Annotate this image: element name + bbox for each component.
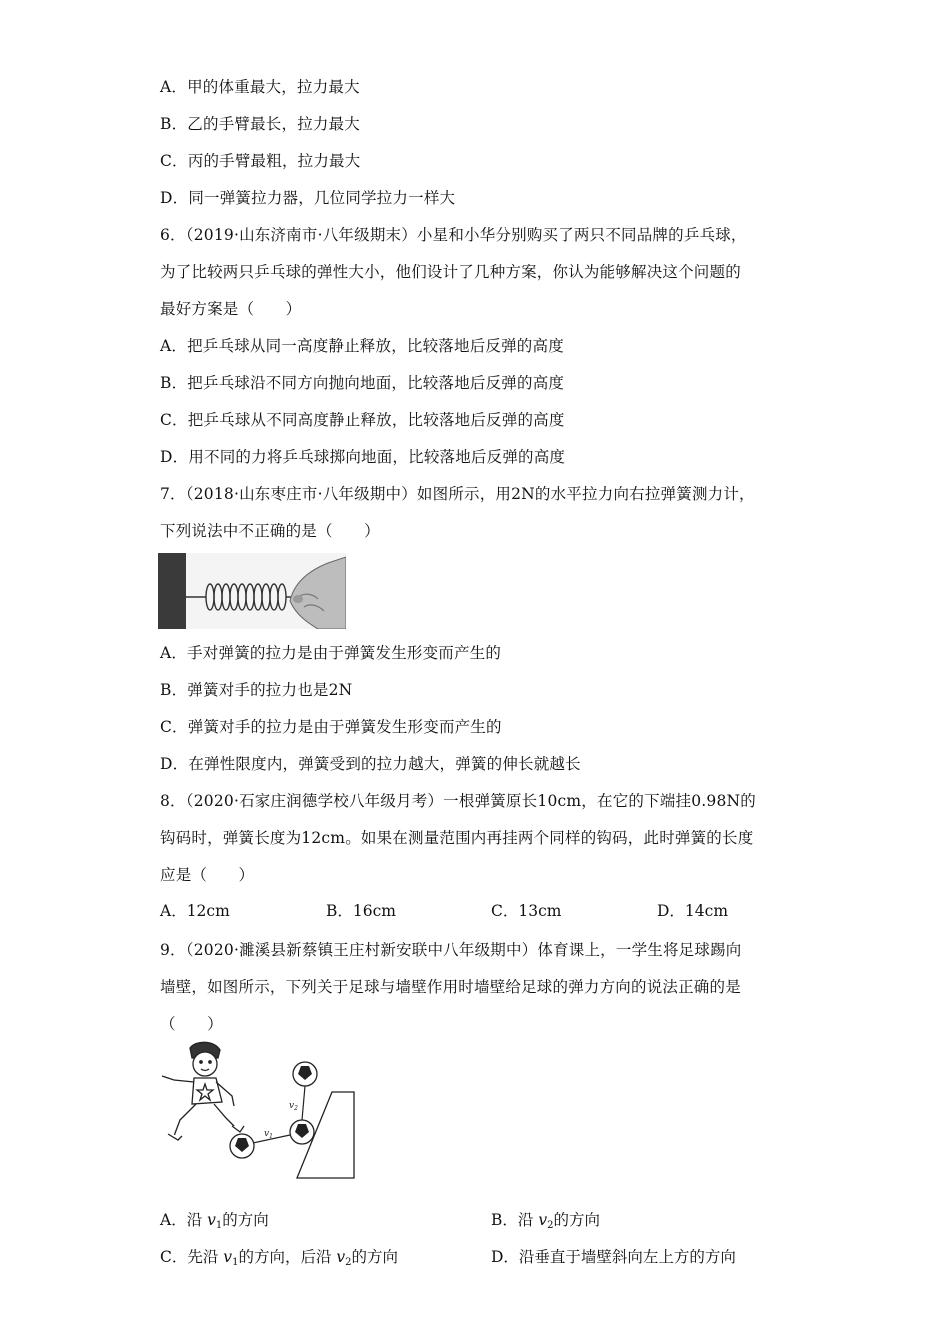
q8-option-c: C．13cm (491, 902, 562, 920)
q6-option-b: B．把乒乓球沿不同方向抛向地面，比较落地后反弹的高度 (160, 374, 565, 392)
q7-option-a: A．手对弹簧的拉力是由于弹簧发生形变而产生的 (160, 644, 502, 662)
q9-option-b (491, 1210, 600, 1236)
q9-option-c-sub2: 2 (345, 1257, 352, 1268)
q9-stem-line2: 墙壁，如图所示，下列关于足球与墙壁作用时墙壁给足球的弹力方向的说法正确的是 (160, 978, 741, 996)
q6-option-c: C．把乒乓球从不同高度静止释放，比较落地后反弹的高度 (160, 411, 565, 429)
q6-option-d: D．用不同的力将乒乓球掷向地面，比较落地后反弹的高度 (160, 448, 566, 466)
q8-stem-line3: 应是（ ） (160, 866, 255, 884)
q9-stem-line3: （ ） (160, 1015, 223, 1033)
football-at-wall (290, 1120, 314, 1144)
q9-option-b-sub: 2 (547, 1220, 554, 1231)
q9-option-c-sub1: 1 (232, 1257, 239, 1268)
football-wall-figure (156, 1040, 362, 1182)
q9-option-c (160, 1247, 398, 1273)
q9-option-b-prefix: B．沿 (491, 1211, 539, 1229)
wall-block (158, 553, 186, 629)
v1-label: $v_1$ (264, 1129, 273, 1140)
spring-hand-figure (158, 553, 346, 629)
q8-option-a: A．12cm (160, 902, 230, 920)
q8-option-d: D．14cm (657, 902, 729, 920)
v2-path-line (302, 1086, 305, 1120)
q9-option-c-middle: 的方向，后沿 (238, 1248, 337, 1266)
q9-option-a-var: v (207, 1211, 216, 1229)
q9-option-a (160, 1210, 269, 1236)
q9-option-c-suffix: 的方向 (351, 1248, 399, 1266)
q7-stem-line2: 下列说法中不正确的是（ ） (160, 522, 380, 540)
q5-option-c: C．丙的手臂最粗，拉力最大 (160, 152, 361, 170)
q5-option-a: A．甲的体重最大，拉力最大 (160, 78, 360, 96)
q7-stem-line1: 7．（2018·山东枣庄市·八年级期中）如图所示，用2N的水平拉力向右拉弹簧测力计， (160, 485, 755, 503)
q6-stem-line3: 最好方案是（ ） (160, 300, 302, 318)
q9-option-c-prefix: C．先沿 (160, 1248, 224, 1266)
q7-option-c: C．弹簧对手的拉力是由于弹簧发生形变而产生的 (160, 718, 502, 736)
q8-stem-line2: 钩码时，弹簧长度为12cm。如果在测量范围内再挂两个同样的钩码，此时弹簧的长度 (160, 829, 754, 847)
q9-option-b-var: v (538, 1211, 548, 1229)
q9-stem-line1: 9．（2020·濉溪县新蔡镇王庄村新安联中八年级期中）体育课上，一学生将足球踢向 (160, 941, 742, 959)
q8-option-b: B．16cm (326, 902, 396, 920)
football-top (293, 1062, 317, 1086)
q6-stem-line1: 6．（2019·山东济南市·八年级期末）小星和小华分别购买了两只不同品牌的乒乓球， (160, 226, 747, 244)
q5-option-d: D．同一弹簧拉力器，几位同学拉力一样大 (160, 189, 456, 207)
q8-stem-line1: 8．（2020·石家庄润德学校八年级月考）一根弹簧原长10cm，在它的下端挂0.98N的 (160, 792, 756, 810)
q9-option-a-prefix: A．沿 (160, 1211, 208, 1229)
football-bottom (230, 1134, 254, 1158)
q9-option-a-sub: 1 (215, 1220, 223, 1231)
q9-option-b-suffix: 的方向 (553, 1211, 600, 1229)
q7-option-d: D．在弹性限度内，弹簧受到的拉力越大，弹簧的伸长就越长 (160, 755, 581, 773)
q9-option-c-var2: v (336, 1248, 346, 1266)
q6-option-a: A．把乒乓球从同一高度静止释放，比较落地后反弹的高度 (160, 337, 564, 355)
q9-option-d: D．沿垂直于墙壁斜向左上方的方向 (491, 1248, 736, 1266)
q7-option-b: B．弹簧对手的拉力也是2N (160, 681, 353, 699)
q9-option-c-var1: v (223, 1248, 233, 1266)
student-kicking-image (162, 1042, 244, 1140)
q5-option-b: B．乙的手臂最长，拉力最大 (160, 115, 360, 133)
q6-stem-line2: 为了比较两只乒乓球的弹性大小，他们设计了几种方案，你认为能够解决这个问题的 (160, 263, 741, 281)
v2-label: $v_2$ (289, 1101, 298, 1112)
q9-option-a-suffix: 的方向 (222, 1211, 269, 1229)
